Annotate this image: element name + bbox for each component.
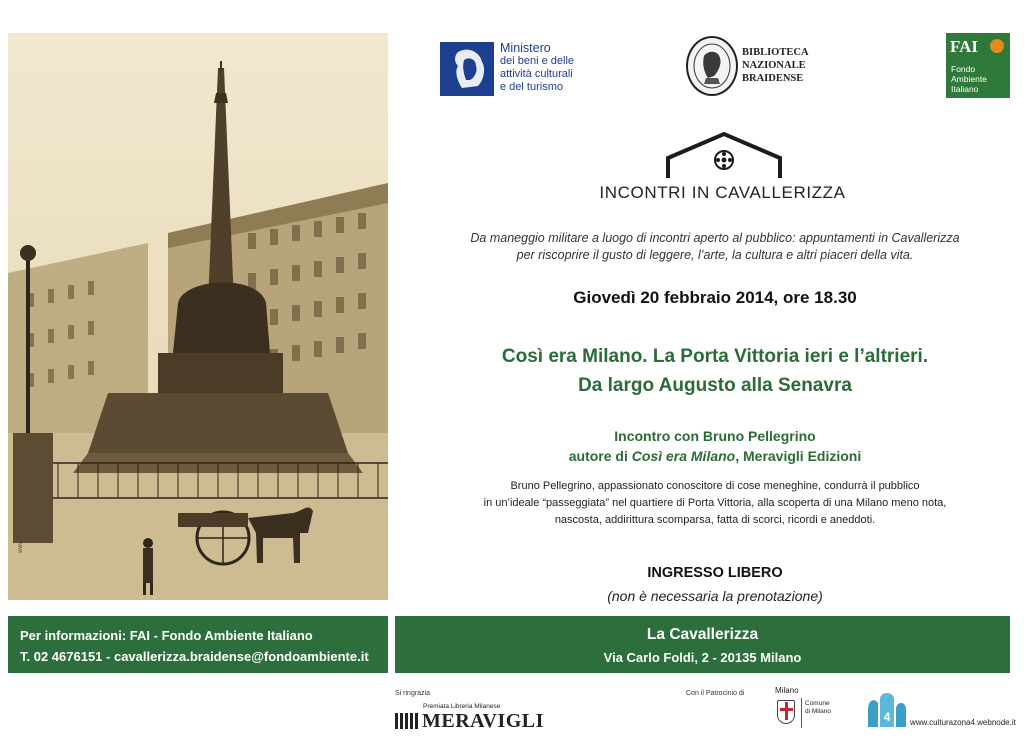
house-icon	[664, 130, 784, 180]
thanks-label: Si ringrazia	[395, 690, 431, 697]
intro-line-1: Da maneggio militare a luogo di incontri aperto al pubblico: appuntamenti in Cavallerizza	[470, 231, 960, 245]
venue-name: La Cavallerizza	[646, 626, 759, 643]
meravigli-subtitle: Premiata Libreria Milanese	[423, 703, 501, 710]
divider	[801, 698, 802, 728]
meravigli-logo[interactable]	[395, 703, 555, 733]
fai-flower-icon	[990, 39, 1004, 53]
patronage-label: Con il Patrocinio di	[686, 690, 745, 697]
venue-address: Via Carlo Foldi, 2 - 20135 Milano	[603, 650, 802, 665]
zona4-url-link[interactable]: www.culturazona4.webnode.it	[910, 718, 1016, 727]
fai-logo[interactable]	[946, 33, 1010, 98]
historic-photo	[8, 33, 388, 600]
book-title: Così era Milano	[631, 448, 736, 464]
braidense-line-1: BIBLIOTECA	[742, 47, 809, 58]
mibact-line-3: attività culturali	[500, 68, 573, 80]
mibact-line-1: Ministero	[500, 41, 551, 55]
mibact-text	[500, 42, 574, 94]
braidense-line-2: NAZIONALE	[742, 60, 806, 71]
fai-subtitle	[951, 64, 987, 94]
speaker-prefix: autore di	[568, 448, 632, 464]
mibact-logo[interactable]	[440, 40, 590, 100]
speaker-line-2	[420, 446, 1010, 466]
comune-milano-logo[interactable]	[775, 686, 840, 732]
speaker-suffix: , Meravigli Edizioni	[735, 448, 862, 464]
admission: INGRESSO LIBERO	[647, 565, 783, 581]
fai-title: FAI	[950, 37, 979, 56]
event-title-line-1: Così era Milano. La Porta Vittoria ieri e l’altrieri.	[501, 346, 929, 367]
braidense-seal-icon	[686, 36, 738, 96]
fai-line-2: Ambiente	[951, 74, 987, 84]
mibact-mark-icon	[440, 42, 494, 96]
cross-horizontal	[780, 708, 793, 711]
zona4-logo-icon[interactable]	[864, 687, 910, 731]
description	[420, 478, 1010, 529]
description-line-1: Bruno Pellegrino, appassionato conoscitore di cose meneghine, condurrà il pubblico	[510, 480, 920, 492]
description-line-3: nascosta, addirittura scomparsa, fatta di scorci, ricordi e aneddoti.	[554, 514, 876, 526]
event-date: Giovedì 20 febbraio 2014, ore 18.30	[573, 288, 857, 307]
speaker-block	[420, 426, 1010, 466]
comune-text	[805, 700, 831, 716]
reservation-note: (non è necessaria la prenotazione)	[607, 588, 823, 604]
series-title: INCONTRI IN CAVALLERIZZA	[599, 183, 846, 202]
meravigli-name: MERAVIGLI	[422, 710, 544, 732]
comune-line-1: Comune	[805, 700, 830, 707]
info-contact-link[interactable]: T. 02 4676151 - cavallerizza.braidense@fondoambiente.it	[20, 649, 369, 664]
braidense-logo[interactable]	[686, 36, 816, 98]
meravigli-bookshelf-icon	[395, 713, 419, 729]
comune-line-2: di Milano	[805, 708, 832, 715]
cross-vertical	[785, 702, 788, 720]
mibact-line-4: e del turismo	[500, 81, 563, 93]
svg-text:4: 4	[883, 710, 891, 724]
speaker-line-1: Incontro con Bruno Pellegrino	[614, 428, 816, 444]
fai-line-3: Italiano	[951, 84, 979, 94]
photo-credit: www.skyscrapercity.com	[18, 488, 24, 553]
info-line-1: Per informazioni: FAI - Fondo Ambiente Italiano	[20, 628, 313, 643]
braidense-text	[742, 46, 809, 85]
venue-bar	[395, 616, 1010, 673]
event-title-line-2: Da largo Augusto alla Senavra	[578, 375, 852, 396]
event-title	[420, 342, 1010, 400]
intro-text	[420, 230, 1010, 264]
comune-city: Milano	[775, 686, 799, 695]
info-bar	[8, 616, 388, 673]
fai-line-1: Fondo	[951, 64, 976, 74]
intro-line-2: per riscoprire il gusto di leggere, l’arte, la cultura e altri piaceri della vita.	[516, 248, 914, 262]
description-line-2: in un’ideale “passeggiata” nel quartiere di Porta Vittoria, alla scoperta di una Milano meno nota,	[483, 497, 947, 509]
braidense-line-3: BRAIDENSE	[742, 73, 804, 84]
mibact-line-2: dei beni e delle	[500, 55, 575, 67]
